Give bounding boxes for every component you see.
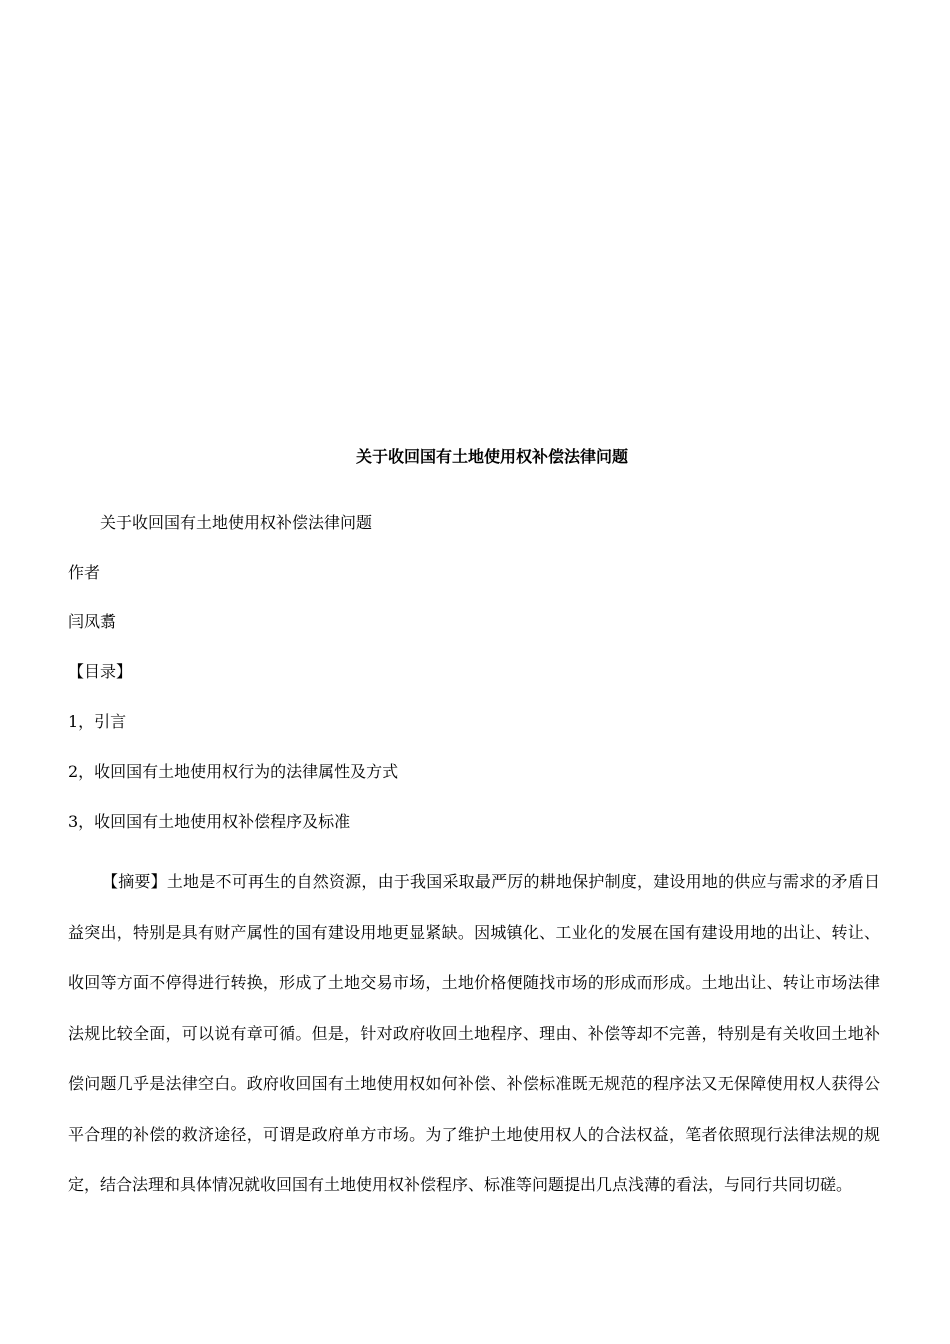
author-label: 作者: [68, 563, 101, 582]
document-subtitle: 关于收回国有土地使用权补偿法律问题: [100, 513, 373, 532]
abstract-paragraph: 【摘要】土地是不可再生的自然资源，由于我国采取最严厉的耕地保护制度，建设用地的供应与需求的矛盾日益突出，特别是具有财产属性的国有建设用地更显紧缺。因城镇化、工业化的发展在国有建设用地的出让、转让、收回等方面不停得进行转换，形成了土地交易市场，土地价格便随找市场的形成而形成。土地出让、转让市场法律法规比较全面，可以说有章可循。但是，针对政府收回土地程序、理由、补偿等却不完善，特别是有关收回土地补偿问题几乎是法律空白。政府收回国有土地使用权如何补偿、补偿标准既无规范的程序法又无保障使用权人获得公平合理的补偿的救济途径，可谓是政府单方市场。为了维护土地使用权人的合法权益，笔者依照现行法律法规的规定，结合法理和具体情况就收回国有土地使用权补偿程序、标准等问题提出几点浅薄的看法，与同行共同切磋。: [68, 872, 880, 1194]
toc-item-3: 3，收回国有土地使用权补偿程序及标准: [68, 812, 351, 831]
toc-item-1: 1，引言: [68, 712, 127, 731]
author-name: 闫凤翥: [68, 612, 117, 631]
toc-item-2: 2，收回国有土地使用权行为的法律属性及方式: [68, 762, 399, 781]
toc-heading: 【目录】: [68, 662, 133, 681]
document-title: 关于收回国有土地使用权补偿法律问题: [355, 447, 628, 466]
